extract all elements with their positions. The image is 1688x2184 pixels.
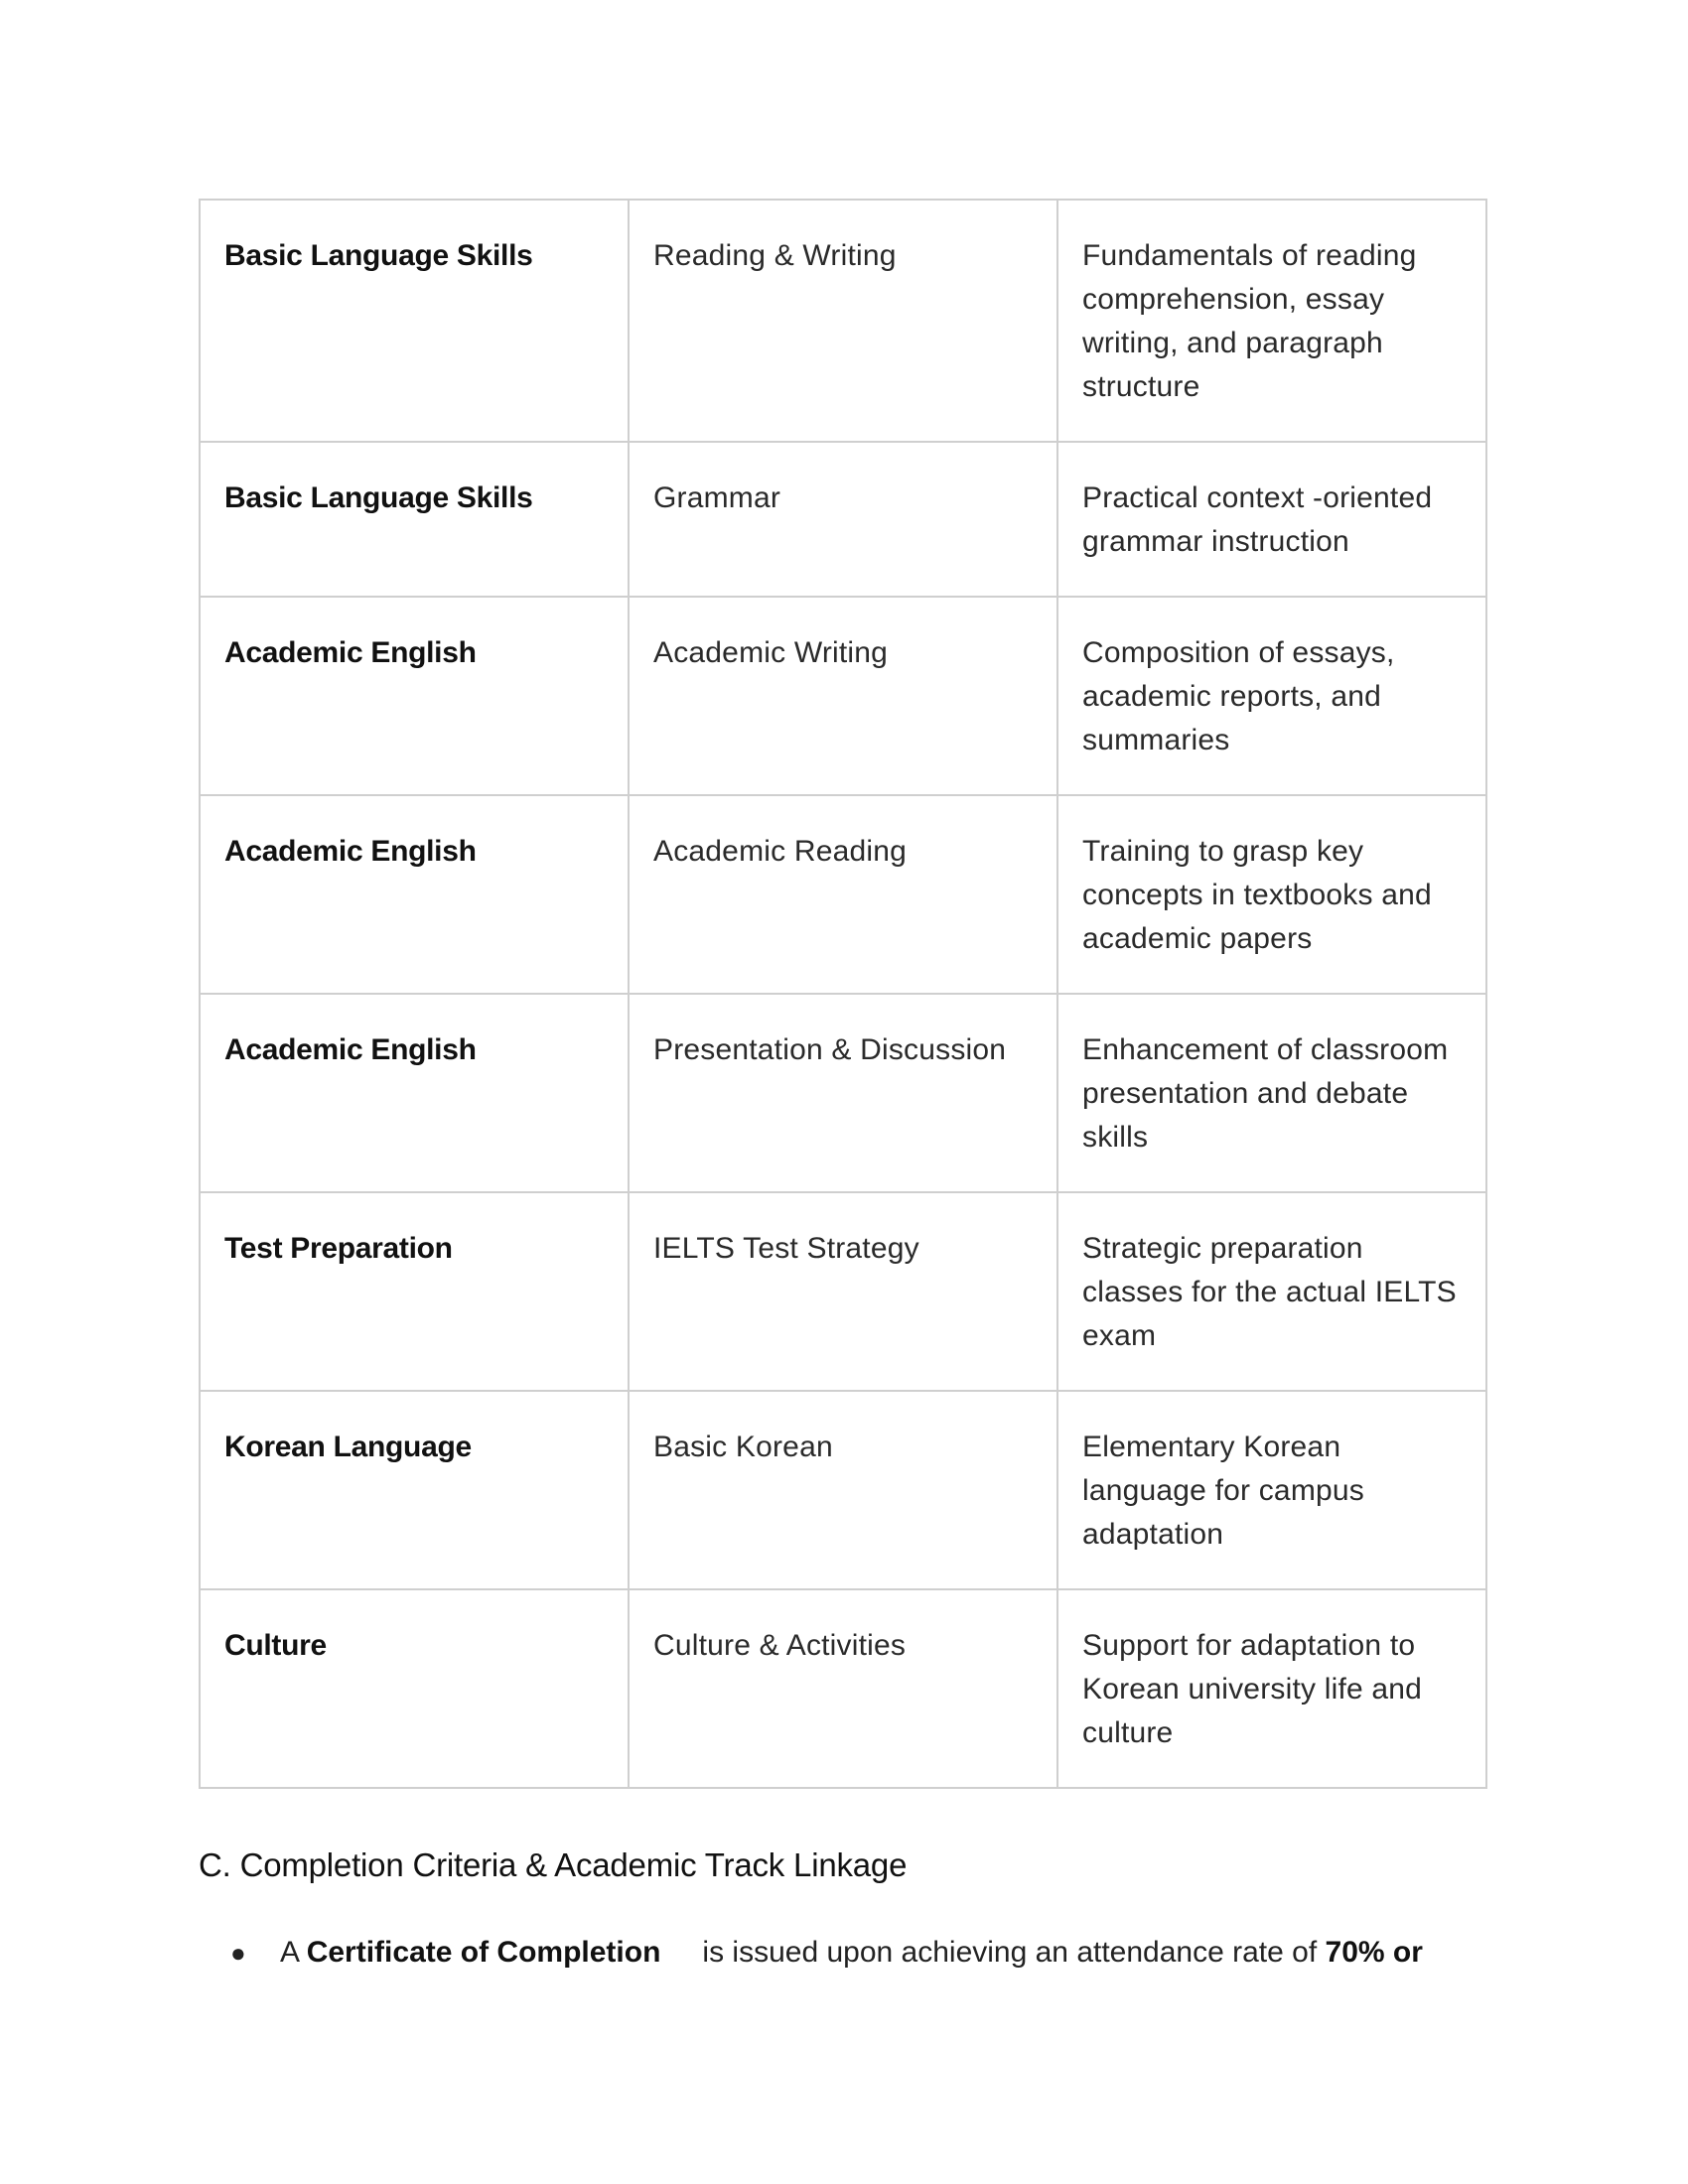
category-cell: Academic English xyxy=(200,795,629,994)
course-cell: Academic Reading xyxy=(629,795,1057,994)
table-row xyxy=(200,1391,1486,1589)
category-cell: Korean Language xyxy=(200,1391,629,1589)
category-cell: Culture xyxy=(200,1589,629,1788)
description-cell: Training to grasp key concepts in textbooks and academic papers xyxy=(1057,795,1486,994)
category-cell: Test Preparation xyxy=(200,1192,629,1391)
course-cell: Academic Writing xyxy=(629,597,1057,795)
description-cell: Practical context -oriented grammar instruction xyxy=(1057,442,1486,597)
category-cell: Academic English xyxy=(200,994,629,1192)
course-cell: Culture & Activities xyxy=(629,1589,1057,1788)
table-row xyxy=(200,200,1486,442)
bullet-item xyxy=(230,1931,1481,1975)
description-cell: Strategic preparation classes for the actual IELTS exam xyxy=(1057,1192,1486,1391)
description-cell: Elementary Korean language for campus adaptation xyxy=(1057,1391,1486,1589)
attendance-threshold: 70% or xyxy=(1325,1936,1423,1969)
table-row xyxy=(200,1589,1486,1788)
course-cell: Presentation & Discussion xyxy=(629,994,1057,1192)
bullet-prefix: A xyxy=(280,1936,299,1969)
category-cell: Basic Language Skills xyxy=(200,442,629,597)
description-cell: Fundamentals of reading comprehension, essay writing, and paragraph structure xyxy=(1057,200,1486,442)
bullet-icon: ● xyxy=(230,1938,246,1968)
description-cell: Composition of essays, academic reports, and summaries xyxy=(1057,597,1486,795)
course-cell: Reading & Writing xyxy=(629,200,1057,442)
table-row xyxy=(200,1192,1486,1391)
course-cell: IELTS Test Strategy xyxy=(629,1192,1057,1391)
certificate-term: Certificate of Completion xyxy=(306,1936,661,1969)
table-row xyxy=(200,597,1486,795)
category-cell: Academic English xyxy=(200,597,629,795)
course-cell: Basic Korean xyxy=(629,1391,1057,1589)
description-cell: Enhancement of classroom presentation and debate skills xyxy=(1057,994,1486,1192)
bullet-middle-text: is issued upon achieving an attendance rate of xyxy=(702,1936,1318,1969)
table-row xyxy=(200,442,1486,597)
table-row xyxy=(200,795,1486,994)
curriculum-table xyxy=(199,199,1487,1789)
course-cell: Grammar xyxy=(629,442,1057,597)
section-heading: C. Completion Criteria & Academic Track Linkage xyxy=(199,1846,908,1883)
category-cell: Basic Language Skills xyxy=(200,200,629,442)
table-row xyxy=(200,994,1486,1192)
description-cell: Support for adaptation to Korean university life and culture xyxy=(1057,1589,1486,1788)
